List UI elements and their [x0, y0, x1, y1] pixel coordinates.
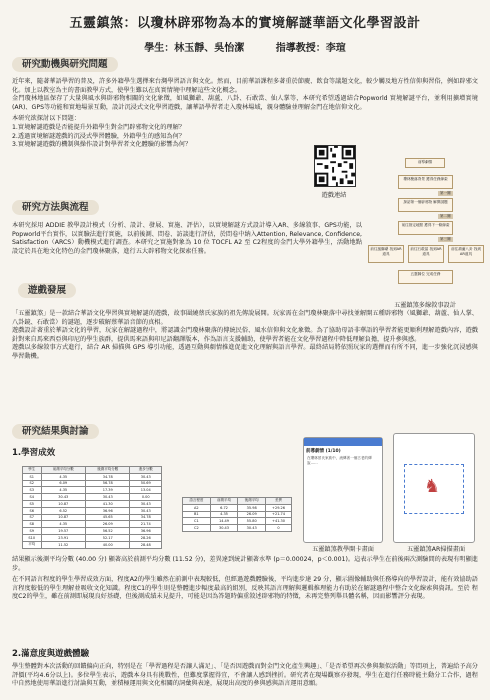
lion-statue-icon: ♞: [424, 476, 441, 497]
flow-step-1: 瓊林聚落背景 獲得任務線索: [398, 175, 453, 189]
table-cell: 26.09: [86, 521, 130, 528]
table-cell: 28.26: [130, 534, 162, 541]
game-link-qr-code[interactable]: [314, 145, 356, 187]
table-cell: 30.43: [210, 525, 238, 532]
results-text: [12, 556, 478, 602]
table-cell: 36.96: [86, 507, 130, 514]
ar-scan-phone: [393, 433, 475, 543]
table-cell: 14.49: [210, 518, 238, 525]
table-cell: S10: [23, 534, 42, 541]
table-cell: 34.78: [130, 514, 162, 521]
table-cell: 30.43: [130, 500, 162, 507]
table-cell: S6: [23, 507, 42, 514]
table-cell: 6.72: [210, 504, 238, 511]
game-screen-phone: [303, 437, 383, 543]
table-cell: S8: [23, 521, 42, 528]
table-cell: 4.35: [210, 511, 238, 518]
table-row: [23, 514, 162, 521]
table-row: [23, 500, 162, 507]
flow-tag-1: 第一關: [440, 191, 451, 195]
table-cell: 30.43: [41, 494, 85, 501]
scores-by-level-table: [182, 497, 292, 532]
table-cell: 36.96: [130, 528, 162, 535]
table-cell: 30.43: [238, 525, 266, 532]
table-cell: C1: [183, 518, 211, 525]
table-cell: 13.04: [130, 487, 162, 494]
caption-game-screen: 五靈鎮煞教學開卡畫面: [312, 546, 374, 553]
flow-step-2: 探訪第一個辟邪物 解開謎題: [398, 198, 453, 212]
table-row: [23, 473, 162, 480]
research-questions-intro: 本研究欲探討以下問題：: [12, 115, 81, 123]
table-cell: 56.78: [86, 480, 130, 487]
motivation-paragraph-2: 金門瓊林地區保存了大量與風水與辟邪物相關的文化象徵，如風獅爺、葫蘆、八卦、石敢當、仙人掌等，本研究希望透過結合Popworld 實境解謎平台，並利用擴增實境(AR)、GPS等功能和實地場景互動，設計沉浸式文化學習遊戲，讓華語學習者走入瓊林場域，親身體驗並理解金門在地信仰文化。: [12, 95, 478, 111]
flow-start: 前導劇情: [405, 158, 445, 168]
game-paragraph-1: 「五靈鎮煞」是一款結合華語文化學習與實境解謎的遊戲，故事圍繞蔡氏家族的祖先傳說展開。玩家需在金門瓊林聚落中尋找並解開五種辟邪物（風獅爺、葫蘆、仙人掌、八卦鏡、石敢當）的謎題，逐步破解蔡華語音節的真相。: [12, 310, 478, 326]
table-cell: S5: [23, 500, 42, 507]
table-cell: C2: [183, 525, 211, 532]
table-row: [183, 511, 292, 518]
table-cell: 21.74: [130, 521, 162, 528]
table-cell: 55.80: [238, 518, 266, 525]
table-cell: S1: [23, 473, 42, 480]
table-cell: 11.52: [41, 541, 85, 548]
table-cell: 45.65: [86, 514, 130, 521]
table-row: [183, 504, 292, 511]
flow-end: 五靈歸位 完成任務: [398, 270, 453, 284]
table-cell: 28.48: [130, 541, 162, 548]
flow-step-3: 前往指定地點 獲得下一條線索: [398, 221, 453, 235]
flow-branch-3: 前往葫蘆八卦 找到AR道具: [448, 245, 484, 263]
table-cell: +21.74: [266, 511, 292, 518]
table-header-cell: 後測平均: [238, 498, 266, 505]
table-cell: B1: [183, 511, 211, 518]
table-cell: 4.35: [41, 473, 85, 480]
research-question-3: 3.實境解謎遊戲的機制與操作設計對學習者文化體驗的影響為何？: [12, 141, 192, 149]
results-paragraph-1: 結果顯示後測平均分數 (40.00 分) 顯著高於前測平均分數 (11.52 分)，差異達到統計顯著水準 (p＝0.00024，p＜0.001)。這表示學生在前後兩次測驗間的表現有明顯進步。: [12, 556, 478, 572]
table-cell: S7: [23, 514, 42, 521]
table-cell: 41.30: [86, 500, 130, 507]
table-row: [23, 534, 162, 541]
table-row: [183, 518, 292, 525]
table-cell: 0: [266, 525, 292, 532]
table-cell: 19.57: [41, 528, 85, 535]
table-cell: 4.35: [41, 521, 85, 528]
table-header-cell: 前測平均分數: [41, 467, 85, 474]
table-header-cell: 差異: [266, 498, 292, 505]
motivation-paragraph-1: 近年來，隨著華語學習的普及，許多外籍學生選擇來台灣學習語言與文化。然而，目前華語課程多著重於節慶、飲食等議題文化，較少觸及地方性信仰與習俗，例如辟邪文化。加上以教室為主的書面教學方式，使學生難以在真實情境中理解這些文化概念。: [12, 78, 478, 94]
scores-by-student-table: [22, 466, 162, 549]
table-cell: 26.09: [238, 511, 266, 518]
table-cell: +29.26: [266, 504, 292, 511]
results-paragraph-2: 在不同語言程度的學生學習成效方面，程度A2的學生雖然在前測中表現較低，但經過遊戲體驗後，平均進步達 29 分，顯示圖像輔助與任務導向的學習設計，能有效協助語言程度較低的學生理解並吸收文化知識。程度C1的學生則是整體進步幅度最高的組別，反映其語言理解與邏輯推理能力有助於在解謎過程中整合文化線索與資訊。至於 程度C2的學生，雖在前測即展現良好基礎，但後測成績未見提升，可能是因為答題時偏重敘述辟邪物的特徵，未再完整列舉具體名稱，因而影響評分表現。: [12, 576, 478, 601]
table-row: [183, 525, 292, 532]
table-cell: A2: [183, 504, 211, 511]
table-row: [23, 541, 162, 548]
table-cell: 30.43: [130, 507, 162, 514]
table-cell: 50.69: [130, 480, 162, 487]
table-row: [23, 494, 162, 501]
table-cell: 0.00: [130, 494, 162, 501]
table-cell: 30.43: [86, 494, 130, 501]
flow-tag-2: 第二關: [440, 214, 451, 218]
table-header-cell: 語言程度: [183, 498, 211, 505]
table-cell: 6.09: [41, 480, 85, 487]
phone-screen-text: 在瓊林蔡氏家族中，流傳著一個古老的傳說……: [307, 456, 372, 465]
phone-screen-title: 前導劇情 (1/10): [306, 449, 341, 454]
table-cell: 10.87: [41, 500, 85, 507]
table-cell: S9: [23, 528, 42, 535]
table-row: [23, 480, 162, 487]
table-header-cell: 學生: [23, 467, 42, 474]
section-game-header: 遊戲發展: [18, 283, 76, 298]
table-cell: S3: [23, 487, 42, 494]
method-text: 本研究採用 ADDIE 教學設計模式（分析、設計、發展、實施、評估），以實境解謎方式設計導入AR、多線敘事、GPS功能，以Popworld平台實作，以實驗法進行實施，以前後測、問卷、訪談進行評估，於問卷中納入Attention, Relevance, Confidence, Satisfaction（ARCS）動機模式進行調查。本研究之實施對象為 10 位 TOCFL A2 至 C2程度的金門大學外籍學生，活動地點設定於具在地文化特色的金門瓊林聚落，進行五大辟邪物文化探索任務。: [12, 222, 362, 255]
caption-ar-screen: 五靈鎮煞AR掃描畫面: [406, 546, 466, 553]
table-cell: 40.00: [86, 541, 130, 548]
phone-header-bar: [304, 438, 382, 446]
results-subheading-2: 2.滿意度與遊戲體驗: [12, 649, 90, 659]
game-paragraph-3: 遊戲以多線敘事方式進行，結合 AR 掃描與 GPS 導引功能，透過互動與劇情推進促進文化理解與語言學習。最終結局將依照玩家的選擇而有所不同，進一步強化沉浸感與學習動機。: [12, 344, 478, 360]
poster-title: 五靈鎮煞：以瓊林辟邪物為本的實境解謎華語文化學習設計: [69, 16, 421, 31]
table-row: [23, 507, 162, 514]
section-method-header: 研究方法與流程: [12, 200, 99, 215]
research-question-2: 2.透過實境解謎遊戲的沉浸式學習體驗，外籍學生的感知為何？: [12, 132, 185, 140]
research-question-1: 1.實境解謎遊戲是否能提升外籍學生對金門辟邪物文化的理解？: [12, 123, 185, 131]
table-header-cell: 進步分數: [130, 467, 162, 474]
table-cell: 52.17: [86, 534, 130, 541]
table-cell: +41.30: [266, 518, 292, 525]
table-cell: 10.87: [41, 514, 85, 521]
table-cell: S4: [23, 494, 42, 501]
qr-caption: 遊戲連結: [321, 192, 347, 199]
flow-tag-3: 第三關: [440, 237, 451, 241]
table-cell: 23.91: [41, 534, 85, 541]
satisfaction-text: 學生整體對本次活動的回饋偏向正向，特別是在「學習過程是否讓人滿足」、「是否因遊戲而對金門文化產生興趣」、「是否希望再次參與類似活動」等問項上，普遍給予高分評價(平均4.6分以上)。多位學生表示，遊戲本身具有挑戰性，但難度掌握得宜，不會讓人感到挫折。研究者在現場觀察亦發現，學生在進行任務時能主動分工合作，過程中自然地使用華語進行討論與互動，並積極運用與文化相關的詞彙與表達，展現出高度的參與感與語言運用意願。: [12, 663, 478, 688]
student-authors: 學生：林玉靜、吳怡潔: [144, 43, 245, 54]
table-row: [23, 521, 162, 528]
motivation-text: [12, 78, 478, 150]
game-text: [12, 310, 478, 362]
authors-line: [0, 39, 490, 54]
table-cell: 56.52: [86, 528, 130, 535]
table-row: [23, 487, 162, 494]
table-cell: 6.52: [41, 507, 85, 514]
table-cell: 平均: [23, 541, 42, 548]
table-header-cell: 後測平均分數: [86, 467, 130, 474]
table-cell: 34.78: [86, 473, 130, 480]
results-subheading-1: 1.學習成效: [12, 448, 56, 458]
game-paragraph-2: 遊戲設計著重於華語文化的學習，玩家在解謎過程中，將認識金門瓊林聚落的傳統民俗、風水信仰與文化象徵。為了協助母語非華語的學習者能更順利理解遊戲內容，遊戲針對來自馬來西亞與印尼的學生族群，提供馬來語與印尼語翻譯版本，作為語言支援輔助，使學習者能在文化學習過程中降低理解負擔，提升參與感。: [12, 327, 478, 343]
advisor: 指導教授：李瑄: [275, 43, 346, 54]
section-results-header: 研究結果與討論: [12, 424, 99, 439]
table-cell: 17.39: [86, 487, 130, 494]
section-motivation-header: 研究動機與研究問題: [12, 57, 118, 72]
table-header-cell: 前測平均: [210, 498, 238, 505]
table-cell: 4.35: [41, 487, 85, 494]
flow-caption: 五靈鎮煞多線敘事設計: [394, 302, 456, 309]
table-cell: S2: [23, 480, 42, 487]
table-cell: 30.43: [130, 473, 162, 480]
table-cell: 35.98: [238, 504, 266, 511]
flow-branch-2: 前往石敢當 找到AR道具: [408, 245, 444, 263]
table-row: [23, 528, 162, 535]
flow-branch-1: 前往風獅爺 找到AR道具: [368, 245, 404, 263]
